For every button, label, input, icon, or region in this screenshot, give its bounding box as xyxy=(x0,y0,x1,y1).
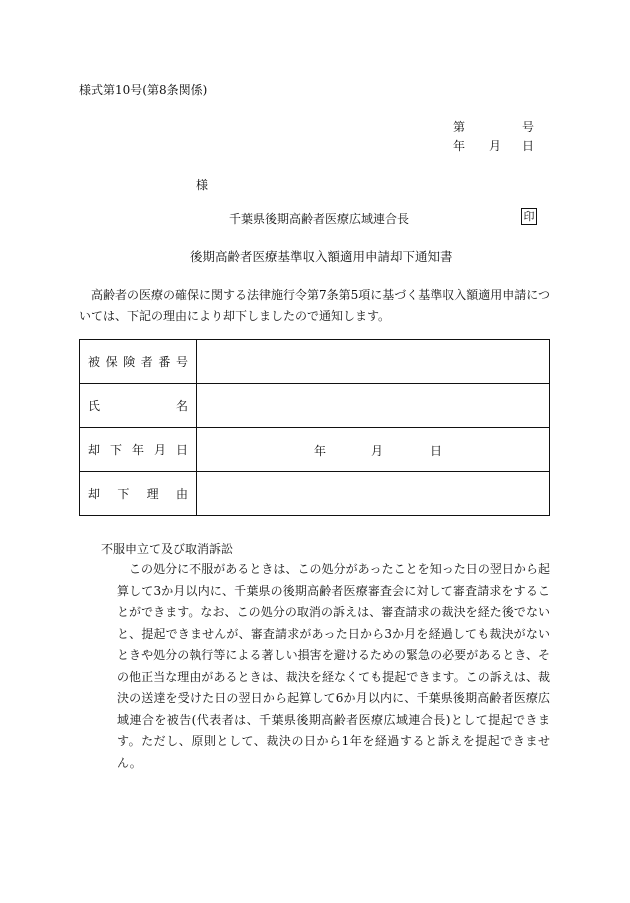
rejection-date-month: 月 xyxy=(371,444,384,458)
label-char: 番 xyxy=(158,355,171,369)
table-row xyxy=(80,384,550,428)
label-char: 被 xyxy=(88,355,101,369)
name-field[interactable] xyxy=(197,384,550,428)
rejection-date-field[interactable] xyxy=(197,428,550,472)
label-chars xyxy=(80,397,196,414)
label-char: 理 xyxy=(146,487,159,501)
rejection-date-year: 年 xyxy=(314,444,327,458)
label-chars xyxy=(80,485,196,502)
rejection-reason-field[interactable] xyxy=(197,472,550,516)
label-chars xyxy=(80,353,196,370)
label-char: 下 xyxy=(117,487,130,501)
label-char: 由 xyxy=(175,487,188,501)
intro-text: 高齢者の医療の確保に関する法律施行令第7条第5項に基づく基準収入額適用申請については、下記の理由により却下しましたので通知します。 xyxy=(79,288,551,323)
appeal-heading: 不服申立て及び取消訴訟 xyxy=(101,542,234,556)
number-prefix: 第 xyxy=(453,120,466,134)
seal-box: 印 xyxy=(521,208,537,225)
intro-paragraph xyxy=(79,285,551,327)
appeal-paragraph xyxy=(117,559,550,774)
label-chars xyxy=(80,441,196,458)
document-title: 後期高齢者医療基準収入額適用申請却下通知書 xyxy=(190,249,453,264)
date-day-label: 日 xyxy=(522,139,535,153)
label-char: 下 xyxy=(109,443,122,457)
form-number: 様式第10号(第8条関係) xyxy=(79,83,208,97)
table-row xyxy=(80,472,550,516)
label-char: 却 xyxy=(88,487,101,501)
number-suffix: 号 xyxy=(522,120,535,134)
table-row xyxy=(80,428,550,472)
info-table xyxy=(79,339,550,516)
label-char: 氏 xyxy=(88,399,101,413)
appeal-text: この処分に不服があるときは、この処分があったことを知った日の翌日から起算して3か月以内に、千葉県の後期高齢者医療審査会に対して審査請求をすることができます。なお、この処分の取消の訴えは、審査請求の裁決を経た後でないと、提起できませんが、審査請求があった日から3か月を経過しても裁決がないときや処分の執行等による著しい損害を避けるための緊急の必要があるとき、その他正当な理由があるときは、裁決を経なくても提起できます。この訴えは、裁決の送達を受けた日の翌日から起算して6か月以内に、千葉県後期高齢者医療広域連合を被告(代表者は、千葉県後期高齢者医療広域連合長)として提起できます。ただし、原則として、裁決の日から1年を経過すると訴えを提起できません。 xyxy=(117,562,550,770)
insured-number-field[interactable] xyxy=(197,340,550,384)
label-char: 日 xyxy=(175,443,188,457)
label-char: 険 xyxy=(123,355,136,369)
issuer-name: 千葉県後期高齢者医療広域連合長 xyxy=(229,212,410,226)
label-char: 保 xyxy=(105,355,118,369)
label-char: 号 xyxy=(175,355,188,369)
table-row xyxy=(80,340,550,384)
name-label xyxy=(80,384,197,428)
insured-number-label xyxy=(80,340,197,384)
date-year-label: 年 xyxy=(453,139,466,153)
label-char: 名 xyxy=(175,399,188,413)
date-month-label: 月 xyxy=(489,139,502,153)
rejection-reason-label xyxy=(80,472,197,516)
label-char: 者 xyxy=(140,355,153,369)
label-char: 月 xyxy=(153,443,166,457)
rejection-date-label xyxy=(80,428,197,472)
label-char: 却 xyxy=(88,443,101,457)
addressee-suffix: 様 xyxy=(196,178,209,192)
rejection-date-day: 日 xyxy=(430,444,443,458)
label-char: 年 xyxy=(131,443,144,457)
